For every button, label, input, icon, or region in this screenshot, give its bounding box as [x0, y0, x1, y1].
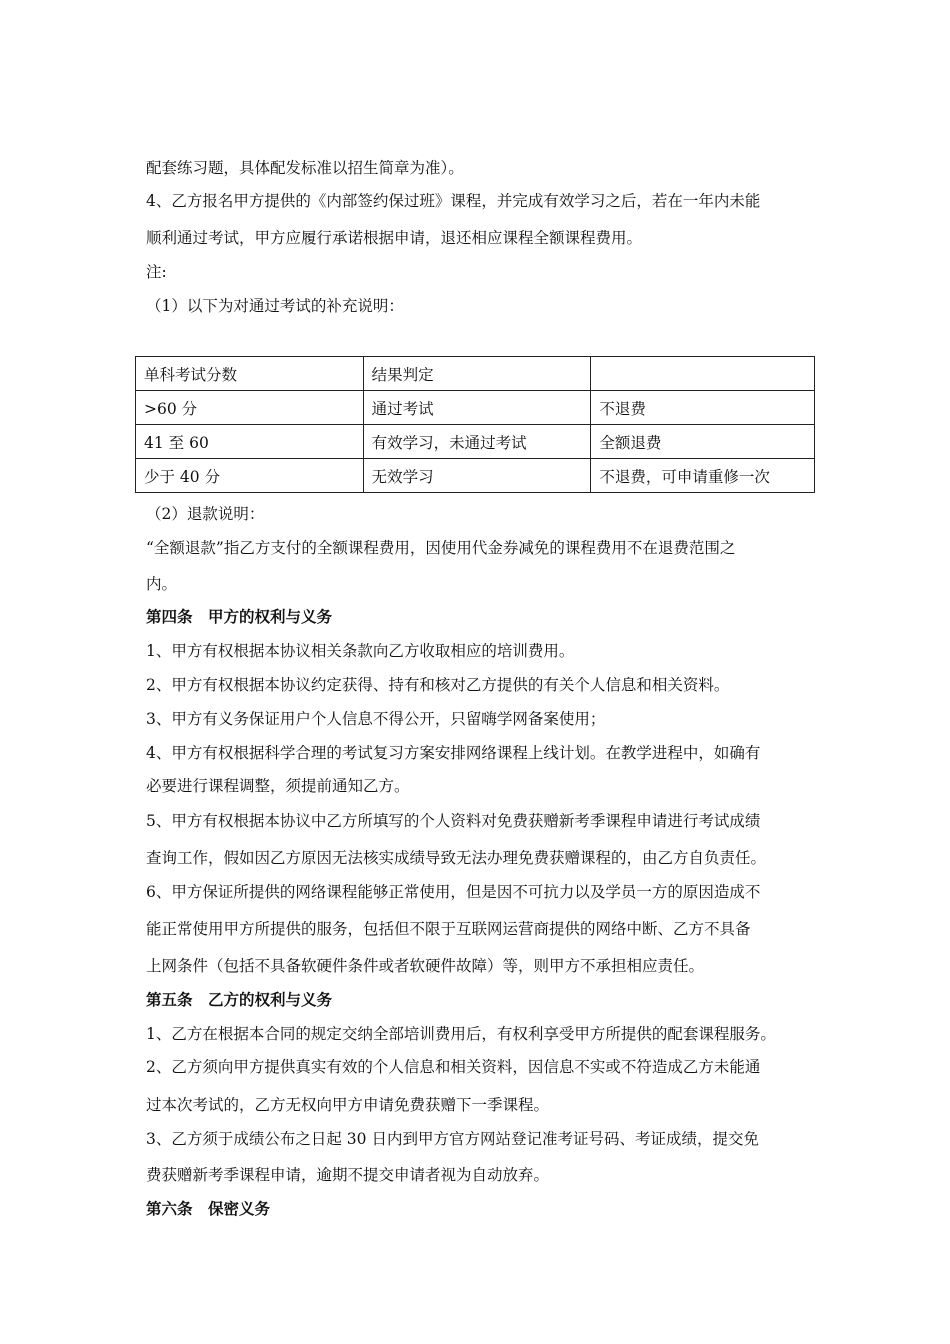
article-4-item-6-line-2: 能正常使用甲方所提供的服务，包括但不限于互联网运营商提供的网络中断、乙方不具备	[146, 920, 751, 938]
article-5-item-3-line-1: 3、乙方须于成绩公布之日起 30 日内到甲方官方网站登记准考证号码、考证成绩，提交免	[146, 1130, 759, 1148]
table-cell: 通过考试	[363, 391, 591, 425]
table-header-cell	[591, 357, 815, 391]
table-header-cell: 单科考试分数	[136, 357, 364, 391]
article-4-item-4-line-2: 必要进行课程调整，须提前通知乙方。	[146, 777, 410, 795]
table-cell: 无效学习	[363, 459, 591, 493]
article-4-item-2: 2、甲方有权根据本协议约定获得、持有和核对乙方提供的有关个人信息和相关资料。	[146, 676, 730, 694]
article-4-item-5-line-2: 查询工作，假如因乙方原因无法核实成绩导致无法办理免费获赠课程的，由乙方自负责任。	[146, 849, 767, 867]
table-cell: 全额退费	[591, 425, 815, 459]
article-5-item-1: 1、乙方在根据本合同的规定交纳全部培训费用后，有权利享受甲方所提供的配套课程服务。	[146, 1025, 776, 1043]
article-4-item-6-line-1: 6、甲方保证所提供的网络课程能够正常使用，但是因不可抗力以及学员一方的原因造成不	[146, 883, 761, 901]
table-row	[136, 459, 815, 493]
note-label: 注:	[146, 263, 167, 281]
article-5-item-2-line-1: 2、乙方须向甲方提供真实有效的个人信息和相关资料，因信息不实或不符造成乙方未能通	[146, 1058, 761, 1076]
article-4-item-4-line-1: 4、甲方有权根据科学合理的考试复习方案安排网络课程上线计划。在教学进程中，如确有	[146, 744, 761, 762]
table-cell: 不退费	[591, 391, 815, 425]
table-header-cell: 结果判定	[363, 357, 591, 391]
article-4-item-3: 3、甲方有义务保证用户个人信息不得公开，只留嗨学网备案使用；	[146, 710, 606, 728]
article-4-heading: 第四条 甲方的权利与义务	[146, 607, 333, 626]
paragraph-line: 配套练习题，具体配发标准以招生简章为准）。	[146, 159, 464, 177]
note-1: （1）以下为对通过考试的补充说明：	[146, 297, 404, 315]
table-cell: 少于 40 分	[136, 459, 364, 493]
article-4-item-5-line-1: 5、甲方有权根据本协议中乙方所填写的个人资料对免费获赠新考季课程申请进行考试成绩	[146, 812, 761, 830]
table-header-row	[136, 357, 815, 391]
table-cell: 有效学习，未通过考试	[363, 425, 591, 459]
refund-title: （2）退款说明：	[146, 505, 265, 523]
refund-line-2: 内。	[146, 575, 178, 593]
article-5-item-2-line-2: 过本次考试的，乙方无权向甲方申请免费获赠下一季课程。	[146, 1096, 550, 1114]
item-4-line-1: 4、乙方报名甲方提供的《内部签约保过班》课程，并完成有效学习之后，若在一年内未能	[146, 192, 761, 210]
item-4-line-2: 顺利通过考试，甲方应履行承诺根据申请，退还相应课程全额课程费用。	[146, 229, 643, 247]
table-row	[136, 391, 815, 425]
article-5-item-3-line-2: 费获赠新考季课程申请，逾期不提交申请者视为自动放弃。	[146, 1166, 550, 1184]
score-table	[135, 356, 815, 493]
article-5-heading: 第五条 乙方的权利与义务	[146, 990, 333, 1009]
refund-line-1: “全额退款”指乙方支付的全额课程费用，因使用代金券减免的课程费用不在退费范围之	[146, 539, 736, 557]
article-6-heading: 第六条 保密义务	[146, 1199, 271, 1218]
article-4-item-1: 1、甲方有权根据本协议相关条款向乙方收取相应的培训费用。	[146, 642, 575, 660]
table-cell: 不退费，可申请重修一次	[591, 459, 815, 493]
table-row	[136, 425, 815, 459]
table-cell: 41 至 60	[136, 425, 364, 459]
table-cell: >60 分	[136, 391, 364, 425]
article-4-item-6-line-3: 上网条件（包括不具备软硬件条件或者软硬件故障）等，则甲方不承担相应责任。	[146, 957, 705, 975]
